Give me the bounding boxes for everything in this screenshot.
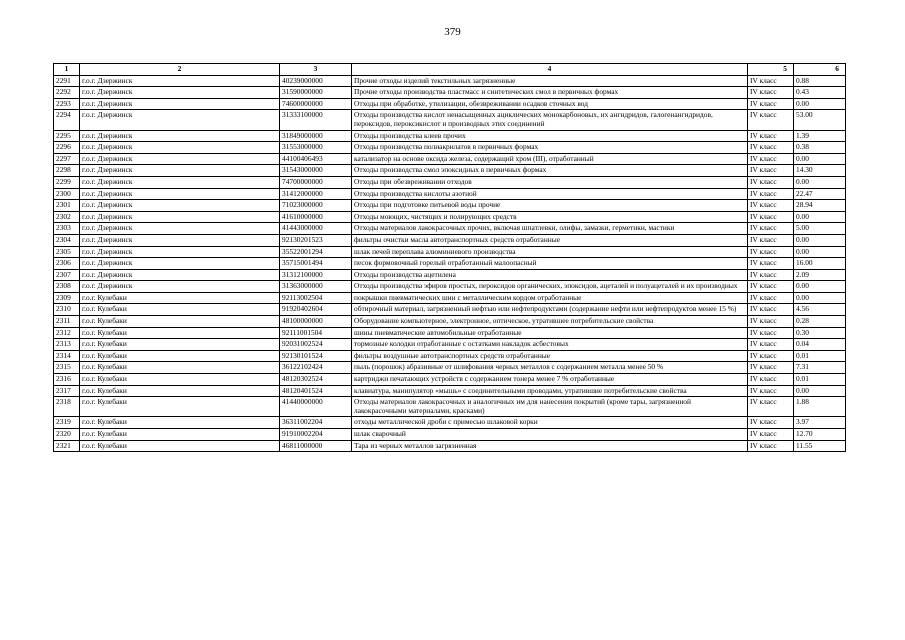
waste-name-cell: шины пневматические автомобильные отработанные <box>352 327 748 339</box>
table-body <box>54 64 846 452</box>
municipality-cell: г.о.г. Дзержинск <box>80 234 280 246</box>
row-number-cell: 2304 <box>54 234 80 246</box>
waste-name-cell: Отходы при обработке, утилизации, обезвреживании осадков сточных вод <box>352 98 748 110</box>
row-number-cell: 2310 <box>54 304 80 316</box>
waste-name-cell: Прочие отходы изделий текстильных загрязненные <box>352 75 748 87</box>
table-row <box>54 188 846 200</box>
row-number-cell: 2296 <box>54 142 80 154</box>
table-row <box>54 429 846 441</box>
table-row <box>54 269 846 281</box>
table-row <box>54 397 846 417</box>
row-number-cell: 2302 <box>54 211 80 223</box>
table-row <box>54 110 846 130</box>
waste-name-cell: шлак печей переплава алюминиевого производства <box>352 246 748 258</box>
amount-cell: 0.00 <box>794 211 846 223</box>
waste-code-cell: 48120302524 <box>280 374 352 386</box>
row-number-cell: 2306 <box>54 258 80 270</box>
hazard-class-cell: IV класс <box>748 292 794 304</box>
waste-code-cell: 92113002504 <box>280 292 352 304</box>
hazard-class-cell: IV класс <box>748 75 794 87</box>
waste-code-cell: 91910002204 <box>280 429 352 441</box>
row-number-cell: 2295 <box>54 130 80 142</box>
hazard-class-cell: IV класс <box>748 87 794 99</box>
municipality-cell: г.о.г. Кулебаки <box>80 385 280 397</box>
municipality-cell: г.о.г. Дзержинск <box>80 200 280 212</box>
row-number-cell: 2300 <box>54 188 80 200</box>
table-row <box>54 374 846 386</box>
table-row <box>54 87 846 99</box>
row-number-cell: 2309 <box>54 292 80 304</box>
hazard-class-cell: IV класс <box>748 234 794 246</box>
amount-cell: 0.04 <box>794 339 846 351</box>
municipality-cell: г.о.г. Дзержинск <box>80 211 280 223</box>
amount-cell: 0.00 <box>794 176 846 188</box>
amount-cell: 0.00 <box>794 153 846 165</box>
municipality-cell: г.о.г. Кулебаки <box>80 316 280 328</box>
table-row <box>54 75 846 87</box>
table-row <box>54 165 846 177</box>
amount-cell: 11.55 <box>794 440 846 452</box>
waste-name-cell: Отходы производства полиакрилатов в первичных формах <box>352 142 748 154</box>
column-header: 6 <box>794 64 846 76</box>
amount-cell: 22.47 <box>794 188 846 200</box>
row-number-cell: 2313 <box>54 339 80 351</box>
row-number-cell: 2316 <box>54 374 80 386</box>
waste-name-cell: Отходы производства эфиров простых, пероксидов органических, эпоксидов, ацеталей и полуацеталей и их производных <box>352 281 748 293</box>
row-number-cell: 2299 <box>54 176 80 188</box>
amount-cell: 0.00 <box>794 385 846 397</box>
waste-name-cell: катализатор на основе оксида железа, содержащий хром (III), отработанный <box>352 153 748 165</box>
amount-cell: 5.00 <box>794 223 846 235</box>
waste-name-cell: Прочие отходы производства пластмасс и синтетических смол в первичных формах <box>352 87 748 99</box>
waste-name-cell: пыль (порошок) абразивные от шлифования черных металлов с содержанием металла менее 50 % <box>352 362 748 374</box>
amount-cell: 1.88 <box>794 397 846 417</box>
waste-name-cell: Отходы при подготовке питьевой воды прочие <box>352 200 748 212</box>
table-row <box>54 350 846 362</box>
waste-code-cell: 92111001504 <box>280 327 352 339</box>
amount-cell: 0.43 <box>794 87 846 99</box>
municipality-cell: г.о.г. Кулебаки <box>80 304 280 316</box>
hazard-class-cell: IV класс <box>748 98 794 110</box>
table-row <box>54 281 846 293</box>
waste-name-cell: Отходы производства кислот ненасыщенных ациклических монокарбоновых, их ангидридов, галогенангидридов, пероксидов, пероксикислот и производных этих соединений <box>352 110 748 130</box>
table-row <box>54 153 846 165</box>
waste-code-cell: 35715001494 <box>280 258 352 270</box>
waste-name-cell: песок формовочный горелый отработанный малоопасный <box>352 258 748 270</box>
row-number-cell: 2307 <box>54 269 80 281</box>
table-row <box>54 234 846 246</box>
waste-code-cell: 31553000000 <box>280 142 352 154</box>
hazard-class-cell: IV класс <box>748 374 794 386</box>
table-row <box>54 142 846 154</box>
column-header: 4 <box>352 64 748 76</box>
column-header: 5 <box>748 64 794 76</box>
municipality-cell: г.о.г. Дзержинск <box>80 165 280 177</box>
table-header-row <box>54 64 846 76</box>
row-number-cell: 2319 <box>54 417 80 429</box>
amount-cell: 0.01 <box>794 374 846 386</box>
column-header: 3 <box>280 64 352 76</box>
waste-name-cell: шлак сварочный <box>352 429 748 441</box>
row-number-cell: 2311 <box>54 316 80 328</box>
waste-name-cell: Отходы производства кислоты азотной <box>352 188 748 200</box>
row-number-cell: 2315 <box>54 362 80 374</box>
hazard-class-cell: IV класс <box>748 269 794 281</box>
amount-cell: 1.39 <box>794 130 846 142</box>
municipality-cell: г.о.г. Дзержинск <box>80 98 280 110</box>
waste-code-cell: 92031002524 <box>280 339 352 351</box>
waste-code-cell: 31333100000 <box>280 110 352 130</box>
waste-code-cell: 31543000000 <box>280 165 352 177</box>
waste-name-cell: картриджи печатающих устройств с содержанием тонера менее 7 % отработанные <box>352 374 748 386</box>
row-number-cell: 2292 <box>54 87 80 99</box>
hazard-class-cell: IV класс <box>748 350 794 362</box>
amount-cell: 0.00 <box>794 234 846 246</box>
municipality-cell: г.о.г. Дзержинск <box>80 176 280 188</box>
row-number-cell: 2291 <box>54 75 80 87</box>
amount-cell: 0.38 <box>794 142 846 154</box>
municipality-cell: г.о.г. Кулебаки <box>80 374 280 386</box>
hazard-class-cell: IV класс <box>748 142 794 154</box>
waste-code-cell: 31312100000 <box>280 269 352 281</box>
waste-name-cell: Тара из черных металлов загрязненная <box>352 440 748 452</box>
municipality-cell: г.о.г. Кулебаки <box>80 339 280 351</box>
amount-cell: 0.00 <box>794 246 846 258</box>
waste-code-cell: 46811000000 <box>280 440 352 452</box>
amount-cell: 3.97 <box>794 417 846 429</box>
waste-name-cell: Отходы производства клеев прочих <box>352 130 748 142</box>
table-row <box>54 417 846 429</box>
table-row <box>54 200 846 212</box>
waste-code-cell: 36311002204 <box>280 417 352 429</box>
column-header: 2 <box>80 64 280 76</box>
row-number-cell: 2305 <box>54 246 80 258</box>
amount-cell: 7.31 <box>794 362 846 374</box>
waste-code-cell: 35522001294 <box>280 246 352 258</box>
municipality-cell: г.о.г. Кулебаки <box>80 429 280 441</box>
amount-cell: 0.00 <box>794 281 846 293</box>
table-row <box>54 292 846 304</box>
municipality-cell: г.о.г. Дзержинск <box>80 258 280 270</box>
waste-name-cell: фильтры воздушные автотранспортных средств отработанные <box>352 350 748 362</box>
waste-code-cell: 92130201523 <box>280 234 352 246</box>
waste-code-cell: 44100406493 <box>280 153 352 165</box>
page-number: 379 <box>444 26 461 38</box>
waste-code-cell: 41440000000 <box>280 397 352 417</box>
row-number-cell: 2301 <box>54 200 80 212</box>
amount-cell: 4.56 <box>794 304 846 316</box>
waste-register-table <box>53 63 846 452</box>
municipality-cell: г.о.г. Кулебаки <box>80 362 280 374</box>
hazard-class-cell: IV класс <box>748 339 794 351</box>
waste-name-cell: клавиатура, манипулятор «мышь» с соединительными проводами, утратившие потребительские свойства <box>352 385 748 397</box>
municipality-cell: г.о.г. Дзержинск <box>80 246 280 258</box>
hazard-class-cell: IV класс <box>748 223 794 235</box>
municipality-cell: г.о.г. Кулебаки <box>80 327 280 339</box>
municipality-cell: г.о.г. Кулебаки <box>80 292 280 304</box>
waste-code-cell: 31849000000 <box>280 130 352 142</box>
waste-name-cell: обтирочный материал, загрязненный нефтью или нефтепродуктами (содержание нефти или нефтепродуктов менее 15 %) <box>352 304 748 316</box>
row-number-cell: 2321 <box>54 440 80 452</box>
table-row <box>54 246 846 258</box>
waste-code-cell: 48100000000 <box>280 316 352 328</box>
table-row <box>54 98 846 110</box>
hazard-class-cell: IV класс <box>748 304 794 316</box>
hazard-class-cell: IV класс <box>748 397 794 417</box>
waste-name-cell: Отходы производства ацетилена <box>352 269 748 281</box>
hazard-class-cell: IV класс <box>748 258 794 270</box>
waste-name-cell: Отходы производства смол эпоксидных в первичных формах <box>352 165 748 177</box>
municipality-cell: г.о.г. Дзержинск <box>80 75 280 87</box>
waste-name-cell: фильтры очистки масла автотранспортных средств отработанные <box>352 234 748 246</box>
waste-code-cell: 74600000000 <box>280 98 352 110</box>
waste-name-cell: отходы металлической дроби с примесью шлаковой корки <box>352 417 748 429</box>
table-row <box>54 339 846 351</box>
waste-code-cell: 31363000000 <box>280 281 352 293</box>
municipality-cell: г.о.г. Кулебаки <box>80 350 280 362</box>
waste-name-cell: Отходы материалов лакокрасочных и аналогичных им для нанесения покрытий (кроме тары, загрязненной лакокрасочными материалами, красками) <box>352 397 748 417</box>
row-number-cell: 2320 <box>54 429 80 441</box>
amount-cell: 2.09 <box>794 269 846 281</box>
table-row <box>54 223 846 235</box>
hazard-class-cell: IV класс <box>748 211 794 223</box>
hazard-class-cell: IV класс <box>748 188 794 200</box>
hazard-class-cell: IV класс <box>748 417 794 429</box>
hazard-class-cell: IV класс <box>748 281 794 293</box>
table-row <box>54 130 846 142</box>
row-number-cell: 2303 <box>54 223 80 235</box>
table-row <box>54 385 846 397</box>
amount-cell: 12.70 <box>794 429 846 441</box>
municipality-cell: г.о.г. Дзержинск <box>80 153 280 165</box>
municipality-cell: г.о.г. Дзержинск <box>80 142 280 154</box>
row-number-cell: 2312 <box>54 327 80 339</box>
amount-cell: 28.94 <box>794 200 846 212</box>
row-number-cell: 2308 <box>54 281 80 293</box>
hazard-class-cell: IV класс <box>748 130 794 142</box>
municipality-cell: г.о.г. Кулебаки <box>80 417 280 429</box>
row-number-cell: 2317 <box>54 385 80 397</box>
waste-code-cell: 36122102424 <box>280 362 352 374</box>
table-row <box>54 316 846 328</box>
table-row <box>54 327 846 339</box>
municipality-cell: г.о.г. Дзержинск <box>80 269 280 281</box>
amount-cell: 0.30 <box>794 327 846 339</box>
waste-code-cell: 41610000000 <box>280 211 352 223</box>
row-number-cell: 2318 <box>54 397 80 417</box>
municipality-cell: г.о.г. Дзержинск <box>80 110 280 130</box>
hazard-class-cell: IV класс <box>748 110 794 130</box>
waste-code-cell: 40239000000 <box>280 75 352 87</box>
hazard-class-cell: IV класс <box>748 440 794 452</box>
amount-cell: 0.88 <box>794 75 846 87</box>
hazard-class-cell: IV класс <box>748 246 794 258</box>
row-number-cell: 2298 <box>54 165 80 177</box>
hazard-class-cell: IV класс <box>748 362 794 374</box>
hazard-class-cell: IV класс <box>748 385 794 397</box>
municipality-cell: г.о.г. Дзержинск <box>80 87 280 99</box>
municipality-cell: г.о.г. Дзержинск <box>80 188 280 200</box>
amount-cell: 0.00 <box>794 292 846 304</box>
hazard-class-cell: IV класс <box>748 327 794 339</box>
row-number-cell: 2294 <box>54 110 80 130</box>
amount-cell: 14.30 <box>794 165 846 177</box>
waste-name-cell: Отходы материалов лакокрасочных прочих, включая шпатлевки, олифы, замазки, герметики, мастики <box>352 223 748 235</box>
waste-code-cell: 92130101524 <box>280 350 352 362</box>
waste-name-cell: Оборудование компьютерное, электронное, оптическое, утратившее потребительские свойства <box>352 316 748 328</box>
amount-cell: 16.00 <box>794 258 846 270</box>
waste-name-cell: Отходы при обезвреживании отходов <box>352 176 748 188</box>
municipality-cell: г.о.г. Кулебаки <box>80 397 280 417</box>
municipality-cell: г.о.г. Дзержинск <box>80 281 280 293</box>
row-number-cell: 2314 <box>54 350 80 362</box>
hazard-class-cell: IV класс <box>748 429 794 441</box>
municipality-cell: г.о.г. Дзержинск <box>80 130 280 142</box>
waste-code-cell: 71023000000 <box>280 200 352 212</box>
row-number-cell: 2293 <box>54 98 80 110</box>
waste-code-cell: 91920402604 <box>280 304 352 316</box>
waste-code-cell: 48120401524 <box>280 385 352 397</box>
waste-code-cell: 74700000000 <box>280 176 352 188</box>
municipality-cell: г.о.г. Дзержинск <box>80 223 280 235</box>
amount-cell: 0.28 <box>794 316 846 328</box>
waste-name-cell: тормозные колодки отработанные с остатками накладок асбестовых <box>352 339 748 351</box>
row-number-cell: 2297 <box>54 153 80 165</box>
amount-cell: 0.00 <box>794 98 846 110</box>
table-row <box>54 258 846 270</box>
municipality-cell: г.о.г. Кулебаки <box>80 440 280 452</box>
waste-name-cell: Отходы моющих, чистящих и полирующих средств <box>352 211 748 223</box>
hazard-class-cell: IV класс <box>748 153 794 165</box>
hazard-class-cell: IV класс <box>748 165 794 177</box>
table-row <box>54 176 846 188</box>
waste-code-cell: 31412000000 <box>280 188 352 200</box>
column-header: 1 <box>54 64 80 76</box>
hazard-class-cell: IV класс <box>748 316 794 328</box>
table-row <box>54 304 846 316</box>
waste-name-cell: покрышки пневматических шин с металлическим кордом отработанные <box>352 292 748 304</box>
table-row <box>54 362 846 374</box>
hazard-class-cell: IV класс <box>748 200 794 212</box>
amount-cell: 0.01 <box>794 350 846 362</box>
amount-cell: 53.00 <box>794 110 846 130</box>
waste-code-cell: 31590000000 <box>280 87 352 99</box>
waste-code-cell: 41443000000 <box>280 223 352 235</box>
table-row <box>54 440 846 452</box>
hazard-class-cell: IV класс <box>748 176 794 188</box>
table-row <box>54 211 846 223</box>
